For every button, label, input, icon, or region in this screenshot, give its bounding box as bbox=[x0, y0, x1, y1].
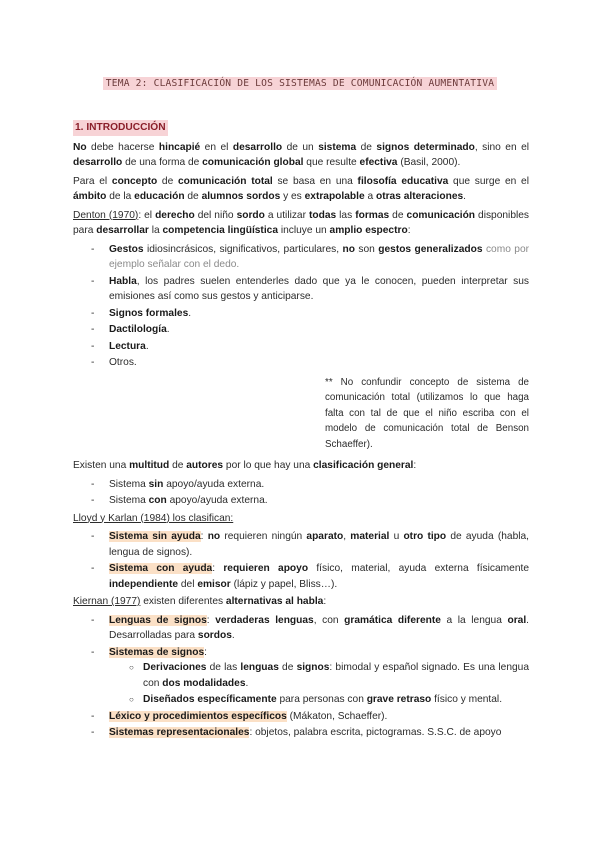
title-text: TEMA 2: CLASIFICACIÓN DE LOS SISTEMAS DE COMUNICACIÓN AUMENTATIVA bbox=[103, 77, 497, 90]
sub-list-item: ○ Diseñados específicamente para personas con grave retraso físico y mental. bbox=[109, 692, 529, 708]
list-item: - Sistemas representacionales: objetos, palabra escrita, pictogramas. S.S.C. de apoyo bbox=[73, 725, 529, 741]
list-item: - Sistema con ayuda: requieren apoyo físico, material, ayuda externa físicamente independiente del emisor (lápiz y papel, Bliss…). bbox=[73, 561, 529, 592]
kiernan-list bbox=[73, 613, 529, 741]
list-item: - Lectura. bbox=[73, 339, 529, 355]
paragraph-1: No debe hacerse hincapié en el desarrollo de un sistema de signos determinado, sino en el desarrollo de una forma de comunicación global que resulte efectiva (Basil, 2000). bbox=[73, 141, 530, 168]
sub-list-item: ○ Derivaciones de las lenguas de signos: bimodal y español signado. Es una lengua con dos modalidades. bbox=[109, 660, 529, 691]
paragraph-3: Denton (1970): el derecho del niño sordo a utilizar todas las formas de comunicación disponibles para desarrollar la competencia lingüística incluye un amplio espectro: bbox=[73, 209, 530, 236]
list-item: - Lenguas de signos: verdaderas lenguas, con gramática diferente a la lengua oral. Desarrolladas para sordos. bbox=[73, 613, 529, 644]
side-note: ** No confundir concepto de sistema de comunicación total (utilizamos lo que haga falta con tal de que el niño escriba con el modelo de comunicación total de Benson Schaeffer). bbox=[325, 376, 529, 450]
list-item: - Sistema sin apoyo/ayuda externa. bbox=[73, 477, 529, 493]
document-body bbox=[73, 120, 529, 743]
communication-forms-list bbox=[73, 242, 529, 371]
paragraph-2: Para el concepto de comunicación total se basa en una filosofía educativa que surge en el ámbito de la educación de alumnos sordos y es extrapolable a otras alteraciones. bbox=[73, 175, 529, 202]
general-classification-list bbox=[73, 477, 529, 509]
list-item: - Dactilología. bbox=[73, 322, 529, 338]
section-heading: 1. INTRODUCCIÓN bbox=[73, 120, 168, 136]
paragraph-6: Kiernan (1977) existen diferentes alternativas al habla: bbox=[73, 596, 327, 607]
paragraph-4: Existen una multitud de autores por lo que hay una clasificación general: bbox=[73, 460, 417, 471]
sub-list bbox=[109, 660, 529, 708]
list-item: - Sistema con apoyo/ayuda externa. bbox=[73, 493, 529, 509]
lloyd-karlan-list bbox=[73, 529, 529, 592]
list-item: - Signos formales. bbox=[73, 306, 529, 322]
paragraph-5: Lloyd y Karlan (1984) los clasifican: bbox=[73, 512, 234, 524]
list-item: - Sistema sin ayuda: no requieren ningún aparato, material u otro tipo de ayuda (habla, lengua de signos). bbox=[73, 529, 529, 560]
document-title bbox=[0, 78, 600, 89]
list-item: - Otros. bbox=[73, 355, 529, 371]
list-item: - Gestos idiosincrásicos, significativos, particulares, no son gestos generalizados como por ejemplo señalar con el dedo. bbox=[73, 242, 529, 273]
list-item: - Habla, los padres suelen entenderles dado que ya le conocen, pueden interpretar sus emisiones así como sus gestos y anticiparse. bbox=[73, 274, 529, 305]
list-item: - Léxico y procedimientos específicos (Mákaton, Schaeffer). bbox=[73, 709, 529, 725]
list-item: - Sistemas de signos: ○ Derivaciones de las lenguas de signos: bimodal y español signado. Es una lengua con dos modalidades. ○ Diseñados específicamente para personas con grave retraso físico y mental. bbox=[73, 645, 529, 708]
